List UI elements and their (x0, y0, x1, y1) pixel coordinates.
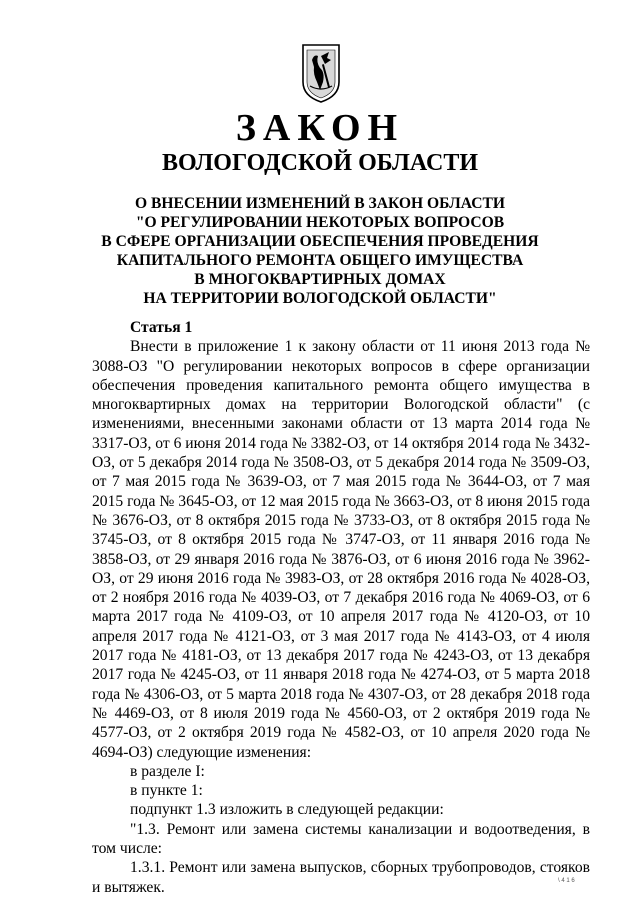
article-heading: Статья 1 (130, 319, 193, 336)
point-line: в пункте 1: (130, 782, 203, 800)
subpoint-line: подпункт 1.3 изложить в следующей редакции: (130, 801, 444, 819)
footer-mark: \ 4 1 6 (558, 878, 575, 884)
vologda-coat-of-arms-icon (300, 42, 342, 104)
subject-line: В МНОГОКВАРТИРНЫХ ДОМАХ (194, 271, 446, 288)
subject-line: В СФЕРЕ ОРГАНИЗАЦИИ ОБЕСПЕЧЕНИЯ ПРОВЕДЕНИЯ (101, 233, 539, 250)
subject-line: КАПИТАЛЬНОГО РЕМОНТА ОБЩЕГО ИМУЩЕСТВА (116, 252, 524, 269)
law-title: ЗАКОН (235, 107, 405, 149)
subject-line: "О РЕГУЛИРОВАНИИ НЕКОТОРЫХ ВОПРОСОВ (135, 214, 505, 231)
quoted-item-1-3: "1.3. Ремонт или замена системы канализации и водоотведения, в том числе: (92, 820, 590, 858)
article-main-paragraph: Внести в приложение 1 к закону области от 11 июня 2013 года № 3088-ОЗ "О регулировании некоторых вопросов в сфере организации обеспечения проведения капитального ремонта общего имущества в многоквартирных домах на территории Вологодской области" (с изменениями, внесенными законами области от 13 марта 2014 года № 3317-ОЗ, от 6 июня 2014 года № 3382-ОЗ, от 14 октября 2014 года № 3432-ОЗ, от 5 декабря 2014 года № 3508-ОЗ, от 5 декабря 2014 года № 3509-ОЗ, от 7 мая 2015 года № 3639-ОЗ, от 7 мая 2015 года № 3644-ОЗ, от 7 мая 2015 года № 3645-ОЗ, от 12 мая 2015 года № 3663-ОЗ, от 8 июня 2015 года № 3676-ОЗ, от 8 октября 2015 года № 3733-ОЗ, от 8 октября 2015 года № 3745-ОЗ, от 8 октября 2015 года № 3747-ОЗ, от 11 января 2016 года № 3858-ОЗ, от 29 января 2016 года № 3876-ОЗ, от 6 июня 2016 года № 3962-ОЗ, от 29 июня 2016 года № 3983-ОЗ, от 28 октября 2016 года № 4028-ОЗ, от 2 ноября 2016 года № 4039-ОЗ, от 7 декабря 2016 года № 4069-ОЗ, от 6 марта 2017 года № 4109-ОЗ, от 10 апреля 2017 года № 4120-ОЗ, от 10 апреля 2017 года № 4121-ОЗ, от 3 мая 2017 года № 4143-ОЗ, от 4 июля 2017 года № 4181-ОЗ, от 13 декабря 2017 года № 4243-ОЗ, от 13 декабря 2017 года № 4245-ОЗ, от 11 января 2018 года № 4274-ОЗ, от 5 марта 2018 года № 4306-ОЗ, от 5 марта 2018 года № 4307-ОЗ, от 28 декабря 2018 года № 4469-ОЗ, от 8 июля 2019 года № 4560-ОЗ, от 2 октября 2019 года № 4577-ОЗ, от 2 октября 2019 года № 4582-ОЗ, от 10 апреля 2020 года № 4694-ОЗ) следующие изменения: (92, 338, 590, 761)
quoted-item-1-3-1: 1.3.1. Ремонт или замена выпусков, сборных трубопроводов, стояков и вытяжек. (92, 859, 590, 896)
article-body (92, 318, 590, 897)
law-subject (0, 194, 640, 308)
subject-line: НА ТЕРРИТОРИИ ВОЛОГОДСКОЙ ОБЛАСТИ" (143, 290, 497, 307)
region-title: ВОЛОГОДСКОЙ ОБЛАСТИ (161, 150, 479, 176)
subject-line: О ВНЕСЕНИИ ИЗМЕНЕНИЙ В ЗАКОН ОБЛАСТИ (134, 195, 506, 212)
section-line: в разделе I: (130, 762, 205, 780)
